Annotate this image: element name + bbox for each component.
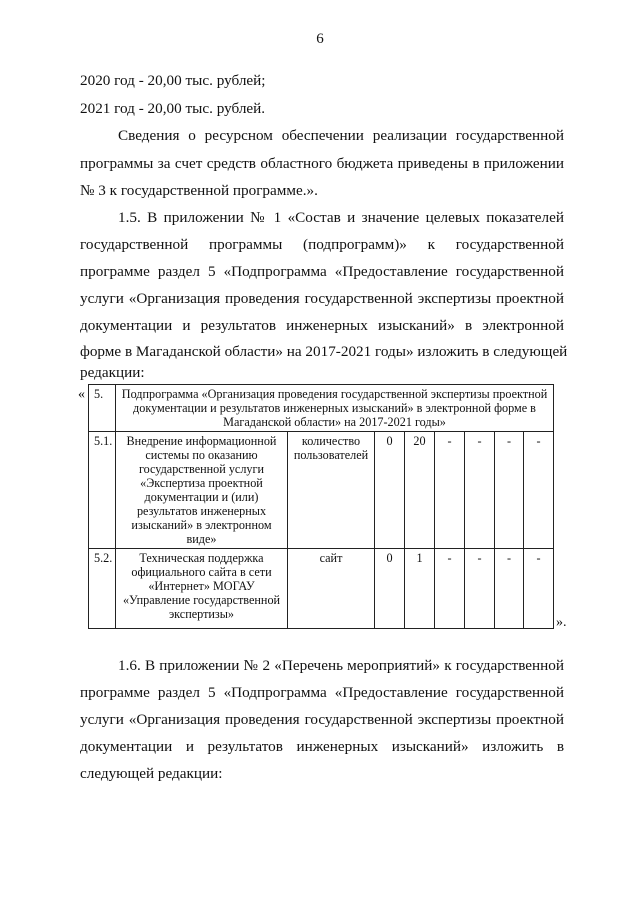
text-line: 2020 год - 20,00 тыс. рублей; [80,72,266,89]
text-line: Сведения о ресурсном обеспечении реализации государственной [118,127,564,144]
value-cell: - [524,432,554,549]
text-line: форме в Магаданской области» на 2017-2021 годы» изложить в следующей [80,343,568,360]
text-line: 1.6. В приложении № 2 «Перечень мероприятий» к государственной [118,657,564,674]
table-row [89,549,554,629]
amendment-table [88,384,554,629]
value-cell: 20 [405,432,435,549]
close-quote: ». [556,615,567,630]
text-line: 2021 год - 20,00 тыс. рублей. [80,100,266,117]
value-cell: - [495,432,524,549]
page-number: 6 [316,31,324,47]
table-section-row [89,385,554,432]
value-cell: 0 [375,549,405,629]
value-cell: - [435,549,465,629]
text-line: программе раздел 5 «Подпрограмма «Предоставление государственной [80,684,564,701]
text-line: государственной программы (подпрограмм)» к государственной [80,236,564,253]
indicator-name: Техническая поддержка официального сайта в сети «Интернет» МОГАУ «Управление государственной экспертизы» [116,549,288,629]
row-number: 5.1. [89,432,116,549]
text-line: № 3 к государственной программе.». [80,182,318,199]
text-line: услуги «Организация проведения государственной экспертизы проектной [80,290,564,307]
section-number: 5. [89,385,116,432]
value-cell: - [435,432,465,549]
text-line: документации и результатов инженерных изысканий» изложить в [80,738,564,755]
value-cell: - [495,549,524,629]
open-quote: « [78,387,85,402]
value-cell: - [524,549,554,629]
text-line: следующей редакции: [80,765,223,782]
text-line: документации и результатов инженерных изысканий» в электронной [80,317,564,334]
table-row [89,432,554,549]
unit: сайт [288,549,375,629]
text-line: услуги «Организация проведения государственной экспертизы проектной [80,711,564,728]
text-line: программе раздел 5 «Подпрограмма «Предоставление государственной [80,263,564,280]
text-line: программы за счет средств областного бюджета приведены в приложении [80,155,564,172]
section-title: Подпрограмма «Организация проведения государственной экспертизы проектной документации и результатов инженерных изысканий» в электронной форме в Магаданской области» на 2017-2021 годы» [116,385,554,432]
text-line: редакции: [80,364,145,381]
value-cell: 0 [375,432,405,549]
row-number: 5.2. [89,549,116,629]
indicator-name: Внедрение информационной системы по оказанию государственной услуги «Экспертиза проектной документации и (или) результатов инженерных изысканий» в электронном виде» [116,432,288,549]
text-line: 1.5. В приложении № 1 «Состав и значение целевых показателей [118,209,564,226]
value-cell: - [465,549,495,629]
unit: количество пользователей [288,432,375,549]
value-cell: 1 [405,549,435,629]
value-cell: - [465,432,495,549]
